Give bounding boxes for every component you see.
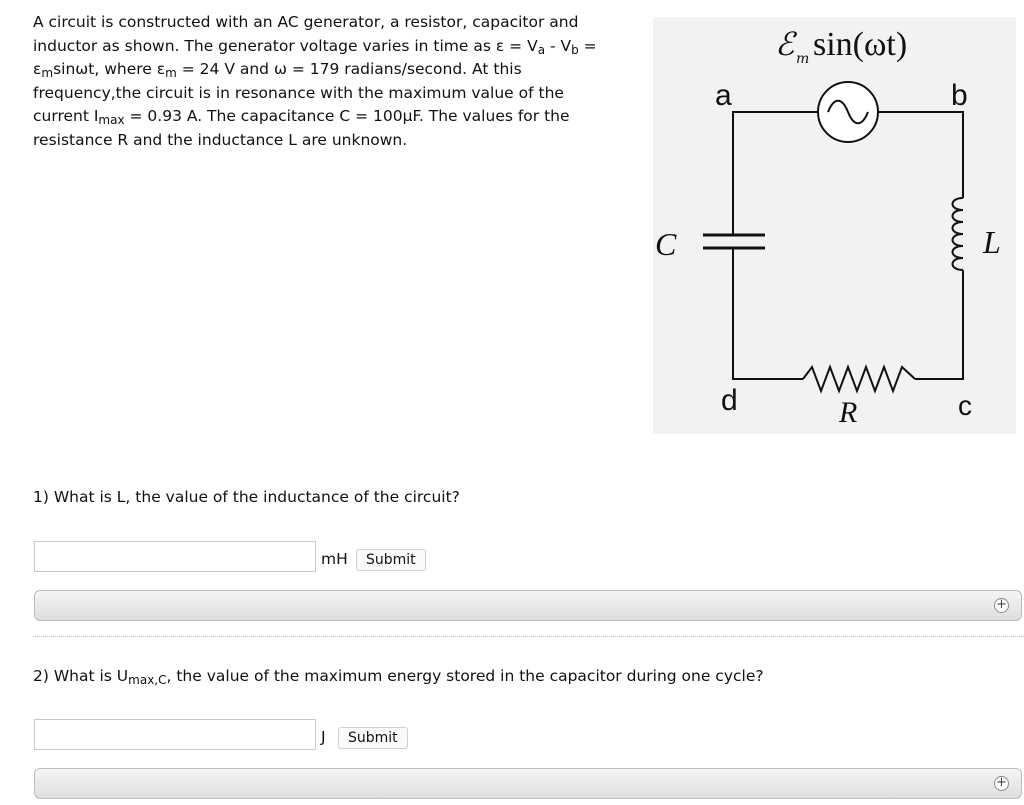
subscript: max xyxy=(98,113,125,127)
intro-line-2 xyxy=(33,35,623,59)
question-2-hint-bar[interactable] xyxy=(34,768,1022,799)
node-a-label: a xyxy=(715,79,732,112)
wire-right-bottom xyxy=(915,279,963,379)
intro-line-3 xyxy=(33,58,623,82)
intro-text: A circuit is constructed with an AC generator, a resistor, capacitor and xyxy=(33,13,579,31)
intro-text: = 0.93 A. The capacitance C = 100μF. The values for the xyxy=(124,107,570,125)
wire-left-top xyxy=(733,112,818,234)
intro-line-4 xyxy=(33,82,623,106)
intro-line-5 xyxy=(33,105,623,129)
question-1-submit-button[interactable]: Submit xyxy=(356,549,426,571)
question-1-hint-bar[interactable] xyxy=(34,590,1022,621)
intro-text: current I xyxy=(33,107,99,125)
expand-plus-icon[interactable]: + xyxy=(994,776,1009,791)
resistor-label: R xyxy=(839,396,858,429)
intro-text: resistance R and the inductance L are unknown. xyxy=(33,130,408,149)
question-2-submit-button[interactable]: Submit xyxy=(338,727,408,749)
circuit-diagram xyxy=(653,17,1016,434)
subscript: b xyxy=(571,42,579,57)
subscript: max,C xyxy=(128,673,167,687)
node-d-label: d xyxy=(721,384,738,417)
subscript: m xyxy=(41,66,54,80)
question-1-text xyxy=(33,488,460,506)
question-2-label: 2) What is U xyxy=(33,667,129,685)
intro-text: frequency,the circuit is in resonance with the maximum value of the xyxy=(33,83,564,102)
intro-line-6 xyxy=(33,129,623,153)
wire-right-top xyxy=(878,112,963,190)
inductor-label: L xyxy=(983,224,1001,260)
question-1-unit: mH xyxy=(321,550,348,568)
emf-symbol: ℰ xyxy=(775,25,795,63)
circuit-svg xyxy=(653,17,1016,434)
question-1-answer-input[interactable] xyxy=(34,541,316,572)
intro-text: ε xyxy=(33,60,42,78)
subscript: m xyxy=(165,66,177,80)
question-2-label: , the value of the maximum energy stored in the capacitor during one cycle? xyxy=(166,667,764,685)
resistor-icon xyxy=(803,367,915,391)
node-b-label: b xyxy=(951,79,968,112)
circuit-wires xyxy=(733,112,963,379)
intro-text: - V xyxy=(545,36,572,55)
problem-statement xyxy=(33,11,623,152)
intro-text: sinωt, where ε xyxy=(53,60,166,78)
intro-line-1 xyxy=(33,11,623,35)
question-2-answer-input[interactable] xyxy=(34,719,316,750)
wire-left-bottom xyxy=(733,249,803,379)
intro-text: = 24 V and ω = 179 radians/second. At this xyxy=(176,60,522,78)
emf-subscript: m xyxy=(796,51,810,67)
expand-plus-icon[interactable]: + xyxy=(994,598,1009,613)
inductor-coil-icon xyxy=(953,190,964,279)
node-c-label: c xyxy=(958,390,972,421)
question-1-label: 1) What is L, the value of the inductance of the circuit? xyxy=(33,488,460,506)
emf-function: sin(ωt) xyxy=(813,26,908,63)
section-divider xyxy=(33,636,1024,637)
question-2-unit: J xyxy=(321,728,326,746)
subscript: a xyxy=(537,42,546,57)
intro-text: inductor as shown. The generator voltage varies in time as ε = V xyxy=(33,36,538,55)
question-2-text xyxy=(33,667,764,685)
capacitor-label: C xyxy=(655,226,677,262)
capacitor-icon xyxy=(703,235,765,248)
ac-source-icon xyxy=(818,82,878,142)
intro-text: = xyxy=(578,36,597,55)
